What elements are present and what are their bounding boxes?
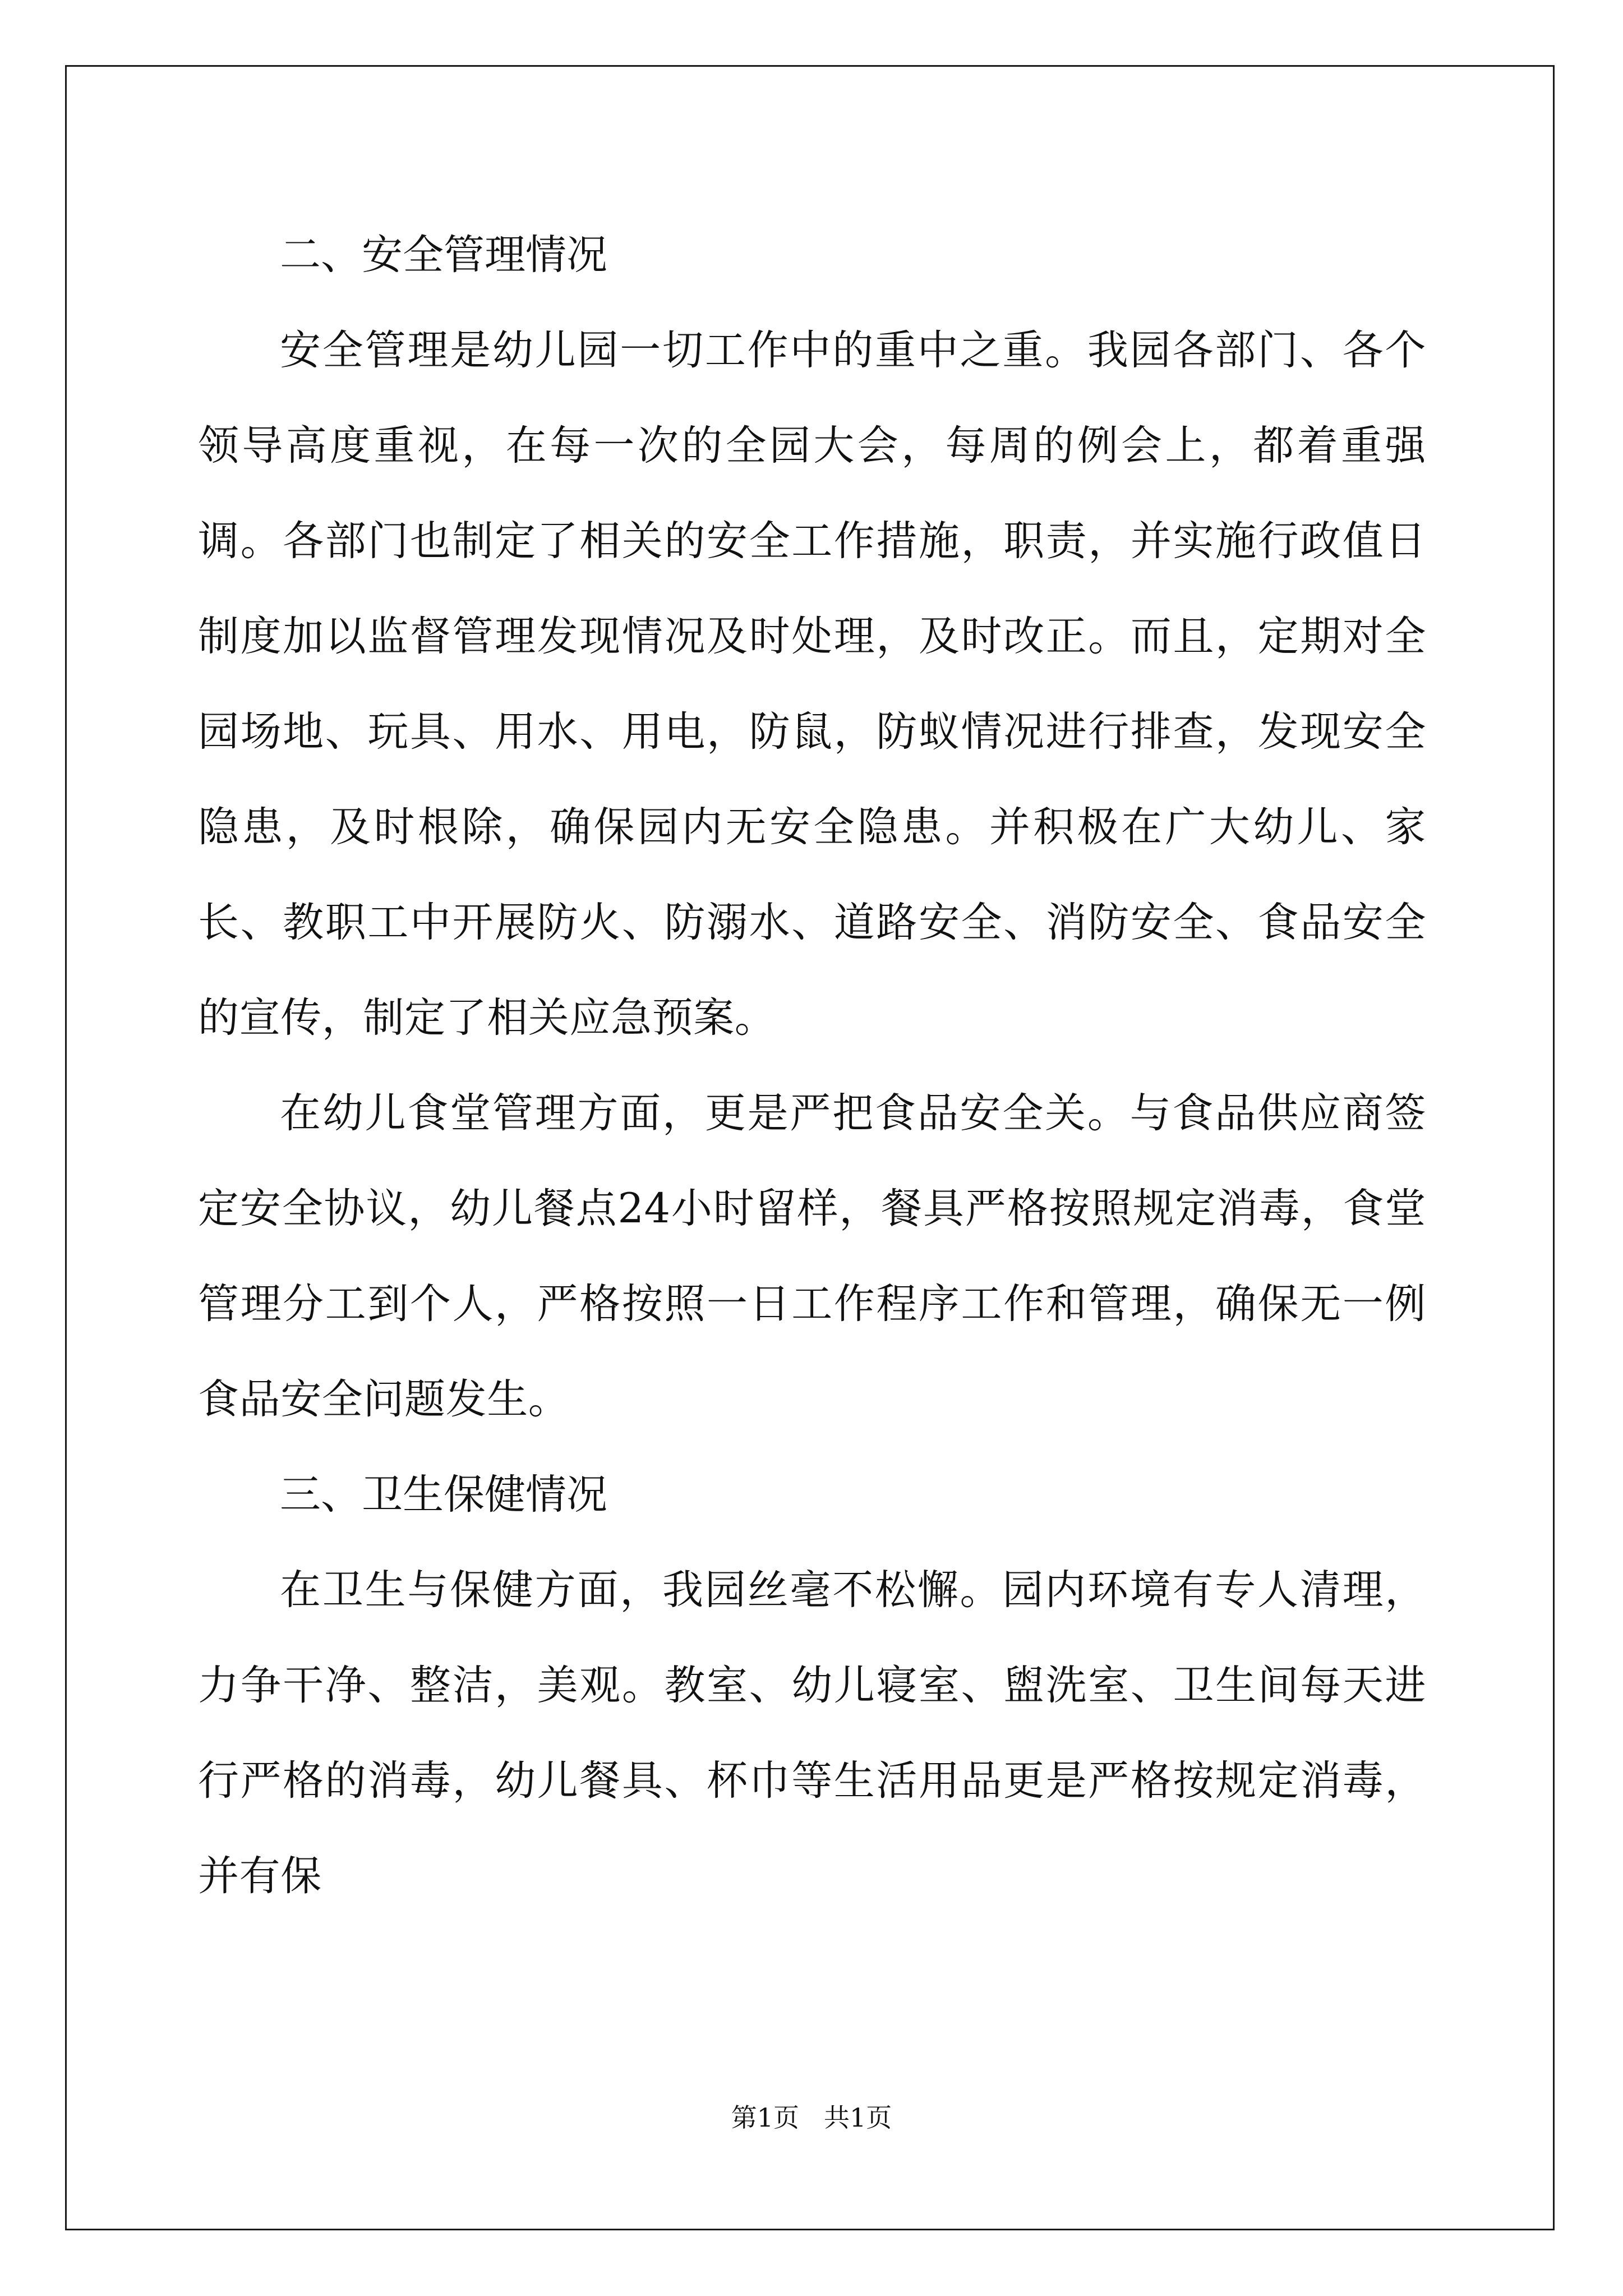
paragraph-canteen-management: 在幼儿食堂管理方面，更是严把食品安全关。与食品供应商签定安全协议，幼儿餐点24小时留样，餐具严格按照规定消毒，食堂管理分工到个人，严格按照一日工作程序工作和管理，确保无一例食品安全问题发生。 <box>198 1089 1426 1423</box>
page-total: 共1页 <box>823 2102 892 2133</box>
page-footer <box>0 2101 1623 2134</box>
paragraph-health-care: 在卫生与保健方面，我园丝毫不松懈。园内环境有专人清理，力争干净、整洁，美观。教室、幼儿寝室、盥洗室、卫生间每天进行严格的消毒，幼儿餐具、杯巾等生活用品更是严格按规定消毒，并有保 <box>198 1566 1426 1900</box>
paragraph-safety-management: 安全管理是幼儿园一切工作中的重中之重。我园各部门、各个领导高度重视，在每一次的全园大会，每周的例会上，都着重强调。各部门也制定了相关的安全工作措施，职责，并实施行政值日制度加以监督管理发现情况及时处理，及时改正。而且，定期对全园场地、玩具、用水、用电，防鼠，防蚁情况进行排查，发现安全隐患，及时根除，确保园内无安全隐患。并积极在广大幼儿、家长、教职工中开展防火、防溺水、道路安全、消防安全、食品安全的宣传，制定了相关应急预案。 <box>198 326 1426 1042</box>
page-number: 第1页 <box>731 2102 800 2133</box>
section-heading-health: 三、卫生保健情况 <box>280 1471 607 1519</box>
document-body <box>198 208 1426 1924</box>
section-heading-safety: 二、安全管理情况 <box>280 231 607 279</box>
